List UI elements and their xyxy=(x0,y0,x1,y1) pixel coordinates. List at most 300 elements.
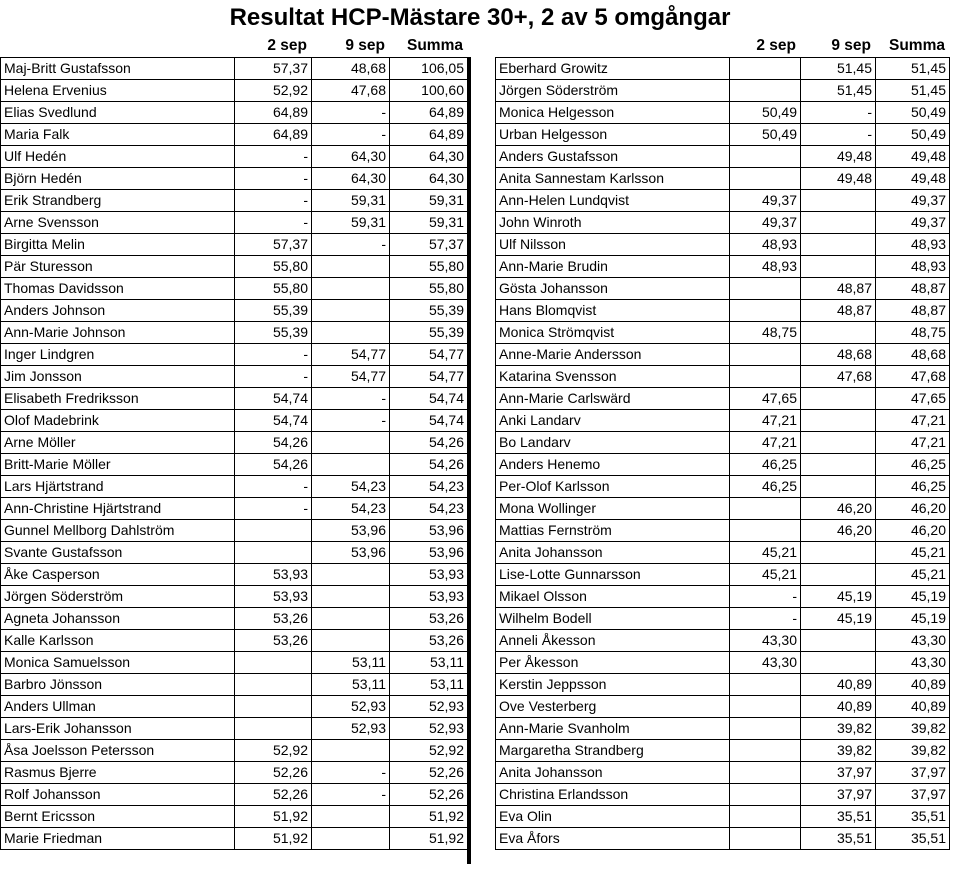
score-2-sep: 48,75 xyxy=(730,322,801,344)
score-2-sep xyxy=(730,784,801,806)
score-2-sep xyxy=(235,718,312,740)
score-summa: 64,30 xyxy=(390,168,468,190)
score-9-sep xyxy=(801,388,876,410)
table-row xyxy=(1,542,468,564)
score-2-sep xyxy=(730,58,801,80)
score-summa: 47,68 xyxy=(876,366,950,388)
score-9-sep: 51,45 xyxy=(801,80,876,102)
score-2-sep: 51,92 xyxy=(235,828,312,850)
score-2-sep xyxy=(730,696,801,718)
table-row xyxy=(1,432,468,454)
score-9-sep xyxy=(312,278,390,300)
player-name: Lise-Lotte Gunnarsson xyxy=(496,564,730,586)
score-2-sep xyxy=(730,300,801,322)
player-name: Jörgen Söderström xyxy=(1,586,235,608)
table-row xyxy=(496,256,950,278)
score-summa: 59,31 xyxy=(390,212,468,234)
player-name: Gunnel Mellborg Dahlström xyxy=(1,520,235,542)
table-row xyxy=(1,608,468,630)
table-row xyxy=(1,564,468,586)
table-row xyxy=(496,784,950,806)
score-2-sep xyxy=(730,520,801,542)
table-row xyxy=(1,498,468,520)
score-9-sep: - xyxy=(312,124,390,146)
score-2-sep: - xyxy=(730,608,801,630)
score-9-sep xyxy=(312,806,390,828)
score-2-sep: 45,21 xyxy=(730,564,801,586)
score-summa: 54,74 xyxy=(390,410,468,432)
score-9-sep: 64,30 xyxy=(312,146,390,168)
player-name: Anders Ullman xyxy=(1,696,235,718)
score-2-sep xyxy=(730,828,801,850)
score-2-sep: 54,26 xyxy=(235,432,312,454)
player-name: Eva Åfors xyxy=(496,828,730,850)
score-summa: 45,19 xyxy=(876,586,950,608)
results-table-left xyxy=(0,57,468,850)
score-summa: 52,93 xyxy=(390,696,468,718)
score-summa: 54,26 xyxy=(390,432,468,454)
table-row xyxy=(1,696,468,718)
score-summa: 40,89 xyxy=(876,674,950,696)
header-9-sep-right: 9 sep xyxy=(831,37,871,54)
score-2-sep: 50,49 xyxy=(730,102,801,124)
score-9-sep: 51,45 xyxy=(801,58,876,80)
score-summa: 53,96 xyxy=(390,542,468,564)
score-2-sep xyxy=(235,652,312,674)
score-2-sep: 46,25 xyxy=(730,476,801,498)
score-9-sep: 45,19 xyxy=(801,608,876,630)
score-summa: 49,48 xyxy=(876,146,950,168)
score-9-sep xyxy=(312,322,390,344)
score-2-sep: 53,26 xyxy=(235,630,312,652)
player-name: Åsa Joelsson Petersson xyxy=(1,740,235,762)
score-2-sep xyxy=(235,542,312,564)
score-9-sep: 52,93 xyxy=(312,718,390,740)
score-2-sep xyxy=(730,278,801,300)
score-2-sep: 55,80 xyxy=(235,278,312,300)
table-row xyxy=(496,630,950,652)
player-name: Anita Johansson xyxy=(496,762,730,784)
header-2-sep-right: 2 sep xyxy=(756,37,796,54)
player-name: Hans Blomqvist xyxy=(496,300,730,322)
score-summa: 106,05 xyxy=(390,58,468,80)
score-9-sep: 35,51 xyxy=(801,828,876,850)
player-name: Per-Olof Karlsson xyxy=(496,476,730,498)
player-name: Per Åkesson xyxy=(496,652,730,674)
player-name: Kalle Karlsson xyxy=(1,630,235,652)
score-summa: 49,48 xyxy=(876,168,950,190)
score-2-sep xyxy=(730,80,801,102)
player-name: Birgitta Melin xyxy=(1,234,235,256)
score-2-sep: 43,30 xyxy=(730,630,801,652)
score-9-sep: 45,19 xyxy=(801,586,876,608)
score-9-sep: 48,87 xyxy=(801,300,876,322)
player-name: Katarina Svensson xyxy=(496,366,730,388)
table-row xyxy=(496,564,950,586)
page-title: Resultat HCP-Mästare 30+, 2 av 5 omgångar xyxy=(229,4,731,31)
score-9-sep xyxy=(312,256,390,278)
score-2-sep: 64,89 xyxy=(235,124,312,146)
table-row xyxy=(1,828,468,850)
table-row xyxy=(1,740,468,762)
score-summa: 46,25 xyxy=(876,476,950,498)
score-9-sep: 37,97 xyxy=(801,762,876,784)
score-9-sep: 46,20 xyxy=(801,498,876,520)
score-summa: 54,23 xyxy=(390,476,468,498)
score-9-sep xyxy=(801,432,876,454)
table-row xyxy=(496,344,950,366)
score-summa: 64,89 xyxy=(390,102,468,124)
table-row xyxy=(496,300,950,322)
player-name: Anne-Marie Andersson xyxy=(496,344,730,366)
table-row xyxy=(1,476,468,498)
score-summa: 53,96 xyxy=(390,520,468,542)
score-summa: 47,65 xyxy=(876,388,950,410)
table-row xyxy=(496,410,950,432)
score-2-sep: - xyxy=(235,146,312,168)
score-9-sep xyxy=(801,212,876,234)
score-2-sep: 52,26 xyxy=(235,784,312,806)
score-2-sep: 47,21 xyxy=(730,410,801,432)
player-name: Lars-Erik Johansson xyxy=(1,718,235,740)
score-2-sep: 54,74 xyxy=(235,410,312,432)
score-2-sep: 57,37 xyxy=(235,58,312,80)
score-summa: 52,26 xyxy=(390,762,468,784)
player-name: Bernt Ericsson xyxy=(1,806,235,828)
score-9-sep xyxy=(312,608,390,630)
score-2-sep: 64,89 xyxy=(235,102,312,124)
player-name: Rolf Johansson xyxy=(1,784,235,806)
table-row xyxy=(1,58,468,80)
table-row xyxy=(1,388,468,410)
score-9-sep xyxy=(801,322,876,344)
score-summa: 55,80 xyxy=(390,256,468,278)
table-row xyxy=(496,366,950,388)
table-row xyxy=(496,718,950,740)
player-name: Maria Falk xyxy=(1,124,235,146)
score-9-sep xyxy=(312,432,390,454)
score-2-sep: 52,26 xyxy=(235,762,312,784)
player-name: Ann-Helen Lundqvist xyxy=(496,190,730,212)
player-name: Svante Gustafsson xyxy=(1,542,235,564)
player-name: Ove Vesterberg xyxy=(496,696,730,718)
score-9-sep: - xyxy=(801,102,876,124)
score-9-sep: 53,11 xyxy=(312,652,390,674)
player-name: Anneli Åkesson xyxy=(496,630,730,652)
score-summa: 52,92 xyxy=(390,740,468,762)
score-summa: 51,92 xyxy=(390,828,468,850)
score-2-sep: 55,39 xyxy=(235,300,312,322)
score-summa: 50,49 xyxy=(876,124,950,146)
player-name: Bo Landarv xyxy=(496,432,730,454)
score-9-sep xyxy=(801,542,876,564)
score-9-sep: 53,11 xyxy=(312,674,390,696)
score-summa: 48,68 xyxy=(876,344,950,366)
score-summa: 46,20 xyxy=(876,520,950,542)
player-name: Eberhard Growitz xyxy=(496,58,730,80)
score-9-sep: 47,68 xyxy=(312,80,390,102)
score-summa: 49,37 xyxy=(876,190,950,212)
score-2-sep: 55,80 xyxy=(235,256,312,278)
player-name: Anders Henemo xyxy=(496,454,730,476)
score-2-sep: - xyxy=(235,190,312,212)
score-2-sep xyxy=(235,696,312,718)
score-9-sep xyxy=(801,454,876,476)
player-name: Agneta Johansson xyxy=(1,608,235,630)
score-9-sep: 59,31 xyxy=(312,190,390,212)
score-9-sep xyxy=(801,652,876,674)
player-name: Rasmus Bjerre xyxy=(1,762,235,784)
score-summa: 53,11 xyxy=(390,652,468,674)
table-row xyxy=(496,322,950,344)
table-row xyxy=(1,718,468,740)
player-name: Anki Landarv xyxy=(496,410,730,432)
score-9-sep xyxy=(312,828,390,850)
score-2-sep xyxy=(730,168,801,190)
table-row xyxy=(496,762,950,784)
player-name: Marie Friedman xyxy=(1,828,235,850)
header-summa-right: Summa xyxy=(889,37,945,54)
score-9-sep: 64,30 xyxy=(312,168,390,190)
score-summa: 52,93 xyxy=(390,718,468,740)
score-9-sep: 48,68 xyxy=(801,344,876,366)
table-row xyxy=(1,300,468,322)
player-name: Anders Johnson xyxy=(1,300,235,322)
score-9-sep: 53,96 xyxy=(312,520,390,542)
score-summa: 64,89 xyxy=(390,124,468,146)
score-2-sep: 53,26 xyxy=(235,608,312,630)
score-9-sep: 54,23 xyxy=(312,476,390,498)
score-9-sep xyxy=(801,476,876,498)
table-row xyxy=(1,168,468,190)
player-name: Britt-Marie Möller xyxy=(1,454,235,476)
score-summa: 45,19 xyxy=(876,608,950,630)
table-row xyxy=(1,366,468,388)
score-9-sep: 48,87 xyxy=(801,278,876,300)
score-2-sep: 49,37 xyxy=(730,190,801,212)
table-row xyxy=(496,586,950,608)
score-summa: 54,26 xyxy=(390,454,468,476)
player-name: Urban Helgesson xyxy=(496,124,730,146)
player-name: Inger Lindgren xyxy=(1,344,235,366)
score-9-sep: 54,23 xyxy=(312,498,390,520)
player-name: Elias Svedlund xyxy=(1,102,235,124)
score-2-sep: 52,92 xyxy=(235,80,312,102)
score-2-sep: 43,30 xyxy=(730,652,801,674)
player-name: Wilhelm Bodell xyxy=(496,608,730,630)
score-2-sep: 54,26 xyxy=(235,454,312,476)
table-row xyxy=(496,146,950,168)
player-name: Jim Jonsson xyxy=(1,366,235,388)
score-9-sep: 47,68 xyxy=(801,366,876,388)
table-row xyxy=(1,652,468,674)
score-2-sep xyxy=(730,344,801,366)
score-9-sep: 39,82 xyxy=(801,740,876,762)
table-row xyxy=(496,190,950,212)
player-name: Lars Hjärtstrand xyxy=(1,476,235,498)
player-name: Margaretha Strandberg xyxy=(496,740,730,762)
score-9-sep: - xyxy=(312,102,390,124)
score-9-sep: 46,20 xyxy=(801,520,876,542)
player-name: Ann-Marie Brudin xyxy=(496,256,730,278)
score-summa: 37,97 xyxy=(876,784,950,806)
player-name: Ann-Marie Johnson xyxy=(1,322,235,344)
score-9-sep xyxy=(312,454,390,476)
score-summa: 53,93 xyxy=(390,586,468,608)
table-row xyxy=(1,190,468,212)
score-9-sep: 52,93 xyxy=(312,696,390,718)
score-9-sep: - xyxy=(312,410,390,432)
table-row xyxy=(1,146,468,168)
score-9-sep: - xyxy=(312,388,390,410)
score-summa: 54,77 xyxy=(390,344,468,366)
score-9-sep: 39,82 xyxy=(801,718,876,740)
table-row xyxy=(1,630,468,652)
score-9-sep: - xyxy=(312,784,390,806)
score-2-sep xyxy=(730,718,801,740)
score-summa: 43,30 xyxy=(876,652,950,674)
score-summa: 53,11 xyxy=(390,674,468,696)
score-9-sep xyxy=(801,630,876,652)
player-name: Thomas Davidsson xyxy=(1,278,235,300)
player-name: Elisabeth Fredriksson xyxy=(1,388,235,410)
player-name: Anita Sannestam Karlsson xyxy=(496,168,730,190)
score-2-sep: 51,92 xyxy=(235,806,312,828)
score-summa: 45,21 xyxy=(876,542,950,564)
table-row xyxy=(496,696,950,718)
score-summa: 51,92 xyxy=(390,806,468,828)
table-row xyxy=(496,806,950,828)
table-row xyxy=(1,256,468,278)
header-9-sep-left: 9 sep xyxy=(345,37,385,54)
score-9-sep xyxy=(801,256,876,278)
table-row xyxy=(496,234,950,256)
score-9-sep: 49,48 xyxy=(801,168,876,190)
score-summa: 51,45 xyxy=(876,58,950,80)
table-row xyxy=(1,278,468,300)
score-9-sep xyxy=(801,564,876,586)
player-name: Erik Strandberg xyxy=(1,190,235,212)
score-summa: 52,26 xyxy=(390,784,468,806)
score-summa: 47,21 xyxy=(876,410,950,432)
score-summa: 39,82 xyxy=(876,718,950,740)
score-9-sep xyxy=(312,740,390,762)
score-summa: 55,80 xyxy=(390,278,468,300)
score-2-sep: 47,21 xyxy=(730,432,801,454)
score-summa: 40,89 xyxy=(876,696,950,718)
table-row xyxy=(496,278,950,300)
player-name: Ann-Marie Carlswärd xyxy=(496,388,730,410)
score-summa: 37,97 xyxy=(876,762,950,784)
score-summa: 55,39 xyxy=(390,322,468,344)
table-row xyxy=(1,454,468,476)
score-summa: 45,21 xyxy=(876,564,950,586)
score-2-sep: - xyxy=(235,476,312,498)
score-summa: 57,37 xyxy=(390,234,468,256)
score-9-sep xyxy=(801,410,876,432)
player-name: Björn Hedén xyxy=(1,168,235,190)
score-9-sep: 54,77 xyxy=(312,344,390,366)
score-2-sep: 50,49 xyxy=(730,124,801,146)
table-row xyxy=(1,322,468,344)
table-row xyxy=(1,410,468,432)
table-row xyxy=(496,652,950,674)
score-9-sep: 35,51 xyxy=(801,806,876,828)
score-9-sep: 40,89 xyxy=(801,674,876,696)
table-row xyxy=(496,542,950,564)
table-row xyxy=(496,476,950,498)
player-name: Ulf Nilsson xyxy=(496,234,730,256)
table-row xyxy=(1,674,468,696)
table-row xyxy=(1,784,468,806)
table-row xyxy=(1,80,468,102)
header-2-sep-left: 2 sep xyxy=(267,37,307,54)
table-row xyxy=(496,432,950,454)
score-summa: 47,21 xyxy=(876,432,950,454)
table-row xyxy=(496,740,950,762)
score-2-sep: 47,65 xyxy=(730,388,801,410)
score-2-sep xyxy=(730,674,801,696)
table-row xyxy=(1,212,468,234)
score-2-sep: - xyxy=(235,344,312,366)
score-9-sep xyxy=(312,564,390,586)
player-name: Monica Samuelsson xyxy=(1,652,235,674)
table-row xyxy=(496,212,950,234)
score-summa: 48,75 xyxy=(876,322,950,344)
player-name: John Winroth xyxy=(496,212,730,234)
player-name: Jörgen Söderström xyxy=(496,80,730,102)
table-row xyxy=(496,124,950,146)
score-summa: 50,49 xyxy=(876,102,950,124)
score-2-sep: 55,39 xyxy=(235,322,312,344)
table-row xyxy=(1,762,468,784)
table-row xyxy=(496,80,950,102)
table-row xyxy=(1,586,468,608)
score-summa: 53,26 xyxy=(390,630,468,652)
table-row xyxy=(496,168,950,190)
table-row xyxy=(496,58,950,80)
score-2-sep xyxy=(730,806,801,828)
score-9-sep: 53,96 xyxy=(312,542,390,564)
player-name: Monica Helgesson xyxy=(496,102,730,124)
table-row xyxy=(1,124,468,146)
score-9-sep: 40,89 xyxy=(801,696,876,718)
player-name: Olof Madebrink xyxy=(1,410,235,432)
score-2-sep: - xyxy=(235,498,312,520)
score-9-sep xyxy=(801,190,876,212)
score-summa: 48,87 xyxy=(876,300,950,322)
score-2-sep: 48,93 xyxy=(730,256,801,278)
table-row xyxy=(1,806,468,828)
player-name: Arne Möller xyxy=(1,432,235,454)
player-name: Christina Erlandsson xyxy=(496,784,730,806)
score-2-sep: 54,74 xyxy=(235,388,312,410)
score-9-sep: 49,48 xyxy=(801,146,876,168)
score-9-sep: 59,31 xyxy=(312,212,390,234)
player-name: Kerstin Jeppsson xyxy=(496,674,730,696)
player-name: Monica Strömqvist xyxy=(496,322,730,344)
score-9-sep: 54,77 xyxy=(312,366,390,388)
player-name: Mikael Olsson xyxy=(496,586,730,608)
score-2-sep: 46,25 xyxy=(730,454,801,476)
score-2-sep: 48,93 xyxy=(730,234,801,256)
score-summa: 54,74 xyxy=(390,388,468,410)
score-9-sep xyxy=(312,630,390,652)
score-2-sep: - xyxy=(730,586,801,608)
score-2-sep: 53,93 xyxy=(235,586,312,608)
table-row xyxy=(1,520,468,542)
score-summa: 100,60 xyxy=(390,80,468,102)
